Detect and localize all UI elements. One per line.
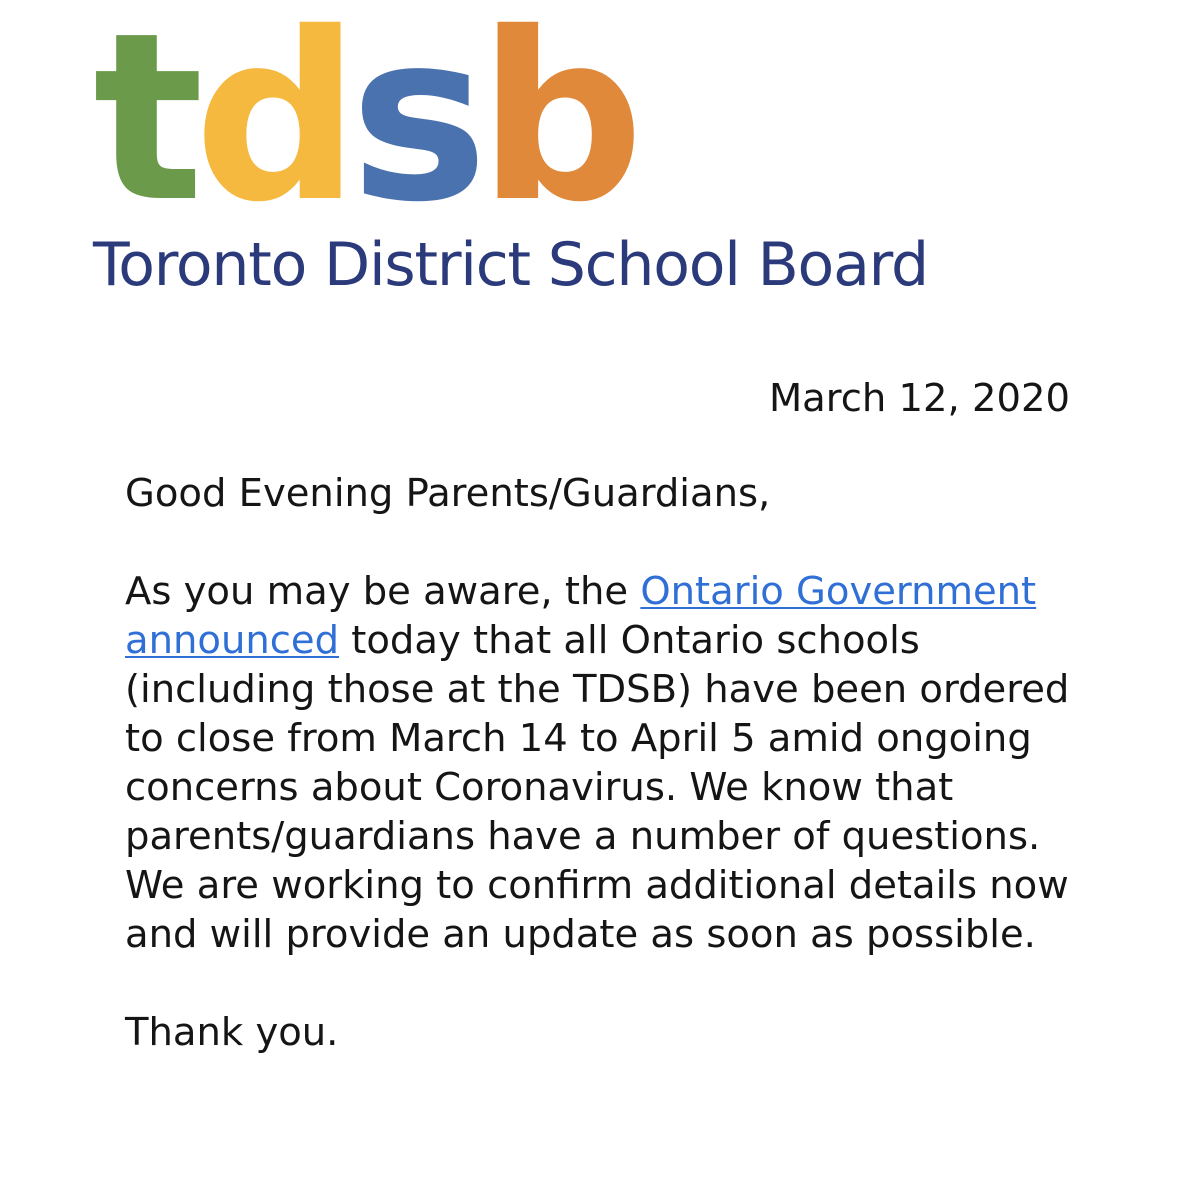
letter-paragraph	[125, 567, 1070, 959]
paragraph-intro: As you may be aware, the	[125, 569, 641, 614]
letter-signoff: Thank you.	[125, 1010, 339, 1055]
logo-organization-name: Toronto District School Board	[93, 230, 928, 300]
tdsb-logo	[93, 0, 973, 300]
logo-letter-b: b	[478, 0, 635, 253]
logo-letter-t: t	[93, 0, 194, 253]
letter-body	[125, 370, 1070, 1057]
logo-letter-d: d	[193, 0, 350, 253]
logo-letter-s: s	[349, 0, 479, 253]
letter-greeting: Good Evening Parents/Guardians,	[125, 471, 771, 516]
letter-date: March 12, 2020	[768, 376, 1070, 421]
logo-wordmark	[93, 0, 635, 253]
ontario-government-link[interactable]: Ontario Government announced	[125, 569, 1037, 663]
paragraph-rest: today that all Ontario schools (including those at the TDSB) have been ordered to close from March 14 to April 5 amid ongoing concerns about Coronavirus. We know that parents/guardians have a number of questions. We are working to confirm additional details now and will provide an update as soon as possible.	[125, 618, 1070, 957]
